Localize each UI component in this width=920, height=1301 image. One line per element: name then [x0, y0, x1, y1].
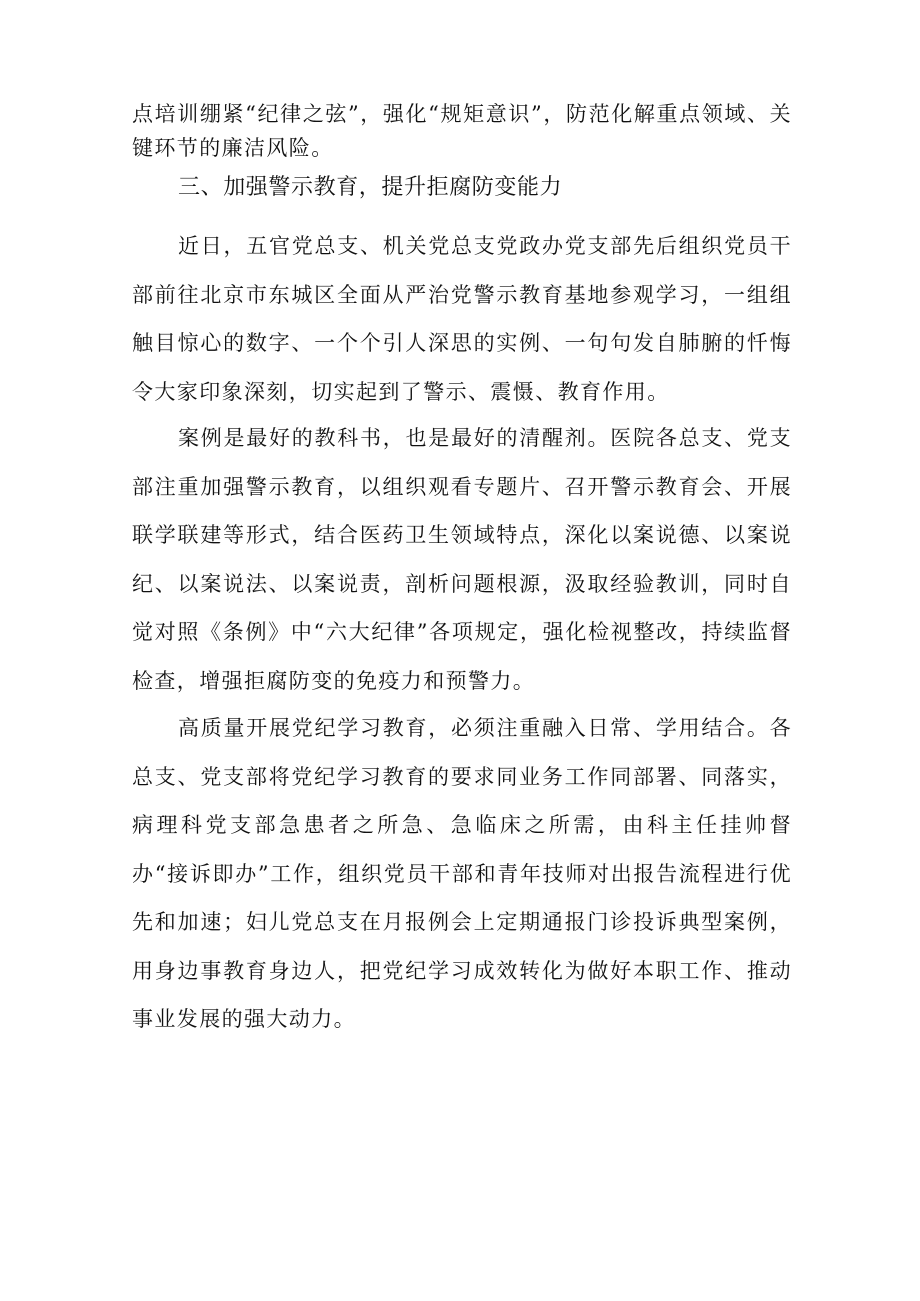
section-heading: 三、加强警示教育，提升拒腐防变能力: [178, 175, 563, 200]
paragraph-1: 近日，五官党总支、机关党总支党政办党支部先后组织党员干部前往北京市东城区全面从严治党警示教育基地参观学习，一组组触目惊心的数字、一个个引人深思的实例、一句句发自肺腑的忏悔令大家印象深刻，切实起到了警示、震慑、教育作用。: [132, 234, 792, 404]
paragraph-3: 高质量开展党纪学习教育，必须注重融入日常、学用结合。各总支、党支部将党纪学习教育的要求同业务工作同部署、同落实，病理科党支部急患者之所急、急临床之所需，由科主任挂帅督办“接诉即办”工作，组织党员干部和青年技师对出报告流程进行优先和加速；妇儿党总支在月报例会上定期通报门诊投诉典型案例，用身边事教育身边人，把党纪学习成效转化为做好本职工作、推动事业发展的强大动力。: [132, 716, 792, 1031]
continued-paragraph: 点培训绷紧“纪律之弦”，强化“规矩意识”，防范化解重点领域、关键环节的廉洁风险。: [132, 102, 792, 160]
paragraph-2: 案例是最好的教科书，也是最好的清醒剂。医院各总支、党支部注重加强警示教育，以组织观看专题片、召开警示教育会、开展联学联建等形式，结合医药卫生领域特点，深化以案说德、以案说纪、以案说法、以案说责，剖析问题根源，汲取经验教训，同时自觉对照《条例》中“六大纪律”各项规定，强化检视整改，持续监督检查，增强拒腐防变的免疫力和预警力。: [132, 426, 792, 693]
